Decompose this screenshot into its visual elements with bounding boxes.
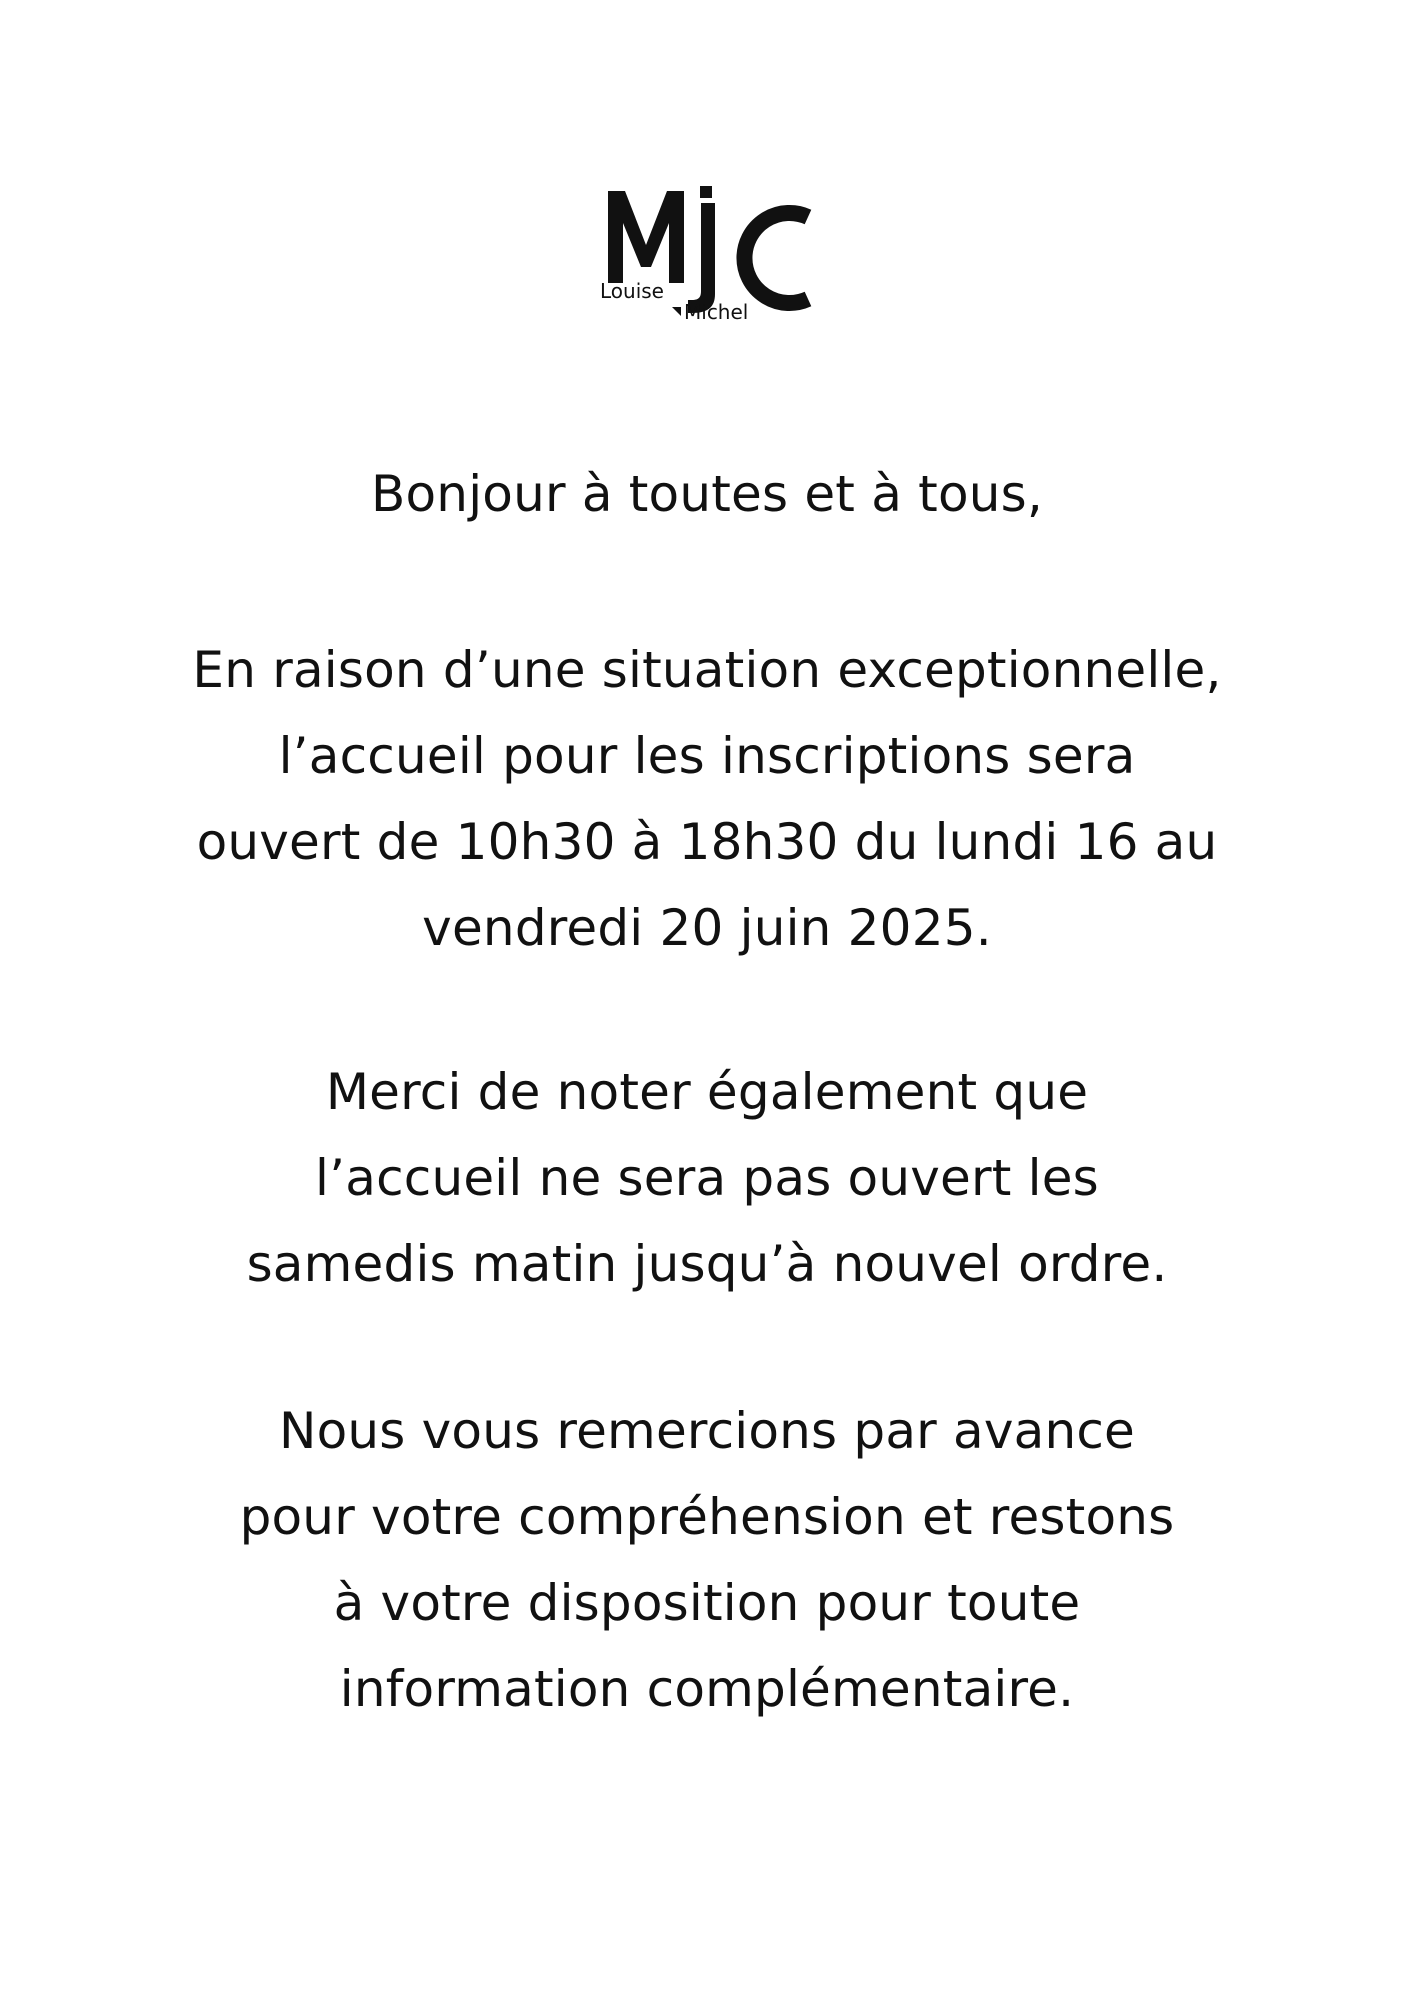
- thanks-line-4: information complémentaire.: [339, 1660, 1075, 1718]
- notice-line-2: l’accueil pour les inscriptions sera: [278, 727, 1136, 785]
- notice-line-4: vendredi 20 juin 2025.: [422, 899, 992, 957]
- saturday-closure-paragraph: [120, 1049, 1294, 1307]
- thanks-paragraph: [120, 1388, 1294, 1732]
- saturday-line-3: samedis matin jusqu’à nouvel ordre.: [246, 1235, 1168, 1293]
- greeting-paragraph: [120, 451, 1294, 537]
- notice-line-1: En raison d’une situation exceptionnelle,: [192, 641, 1222, 699]
- logo-michel-text: Michel: [684, 300, 749, 324]
- notice-line-3: ouvert de 10h30 à 18h30 du lundi 16 au: [196, 813, 1218, 871]
- thanks-line-2: pour votre compréhension et restons: [239, 1488, 1175, 1546]
- logo-mark: [600, 183, 820, 333]
- saturday-line-2: l’accueil ne sera pas ouvert les: [315, 1149, 1099, 1207]
- logo-louise-text: Louise: [600, 279, 664, 303]
- mjc-louise-michel-logo: [600, 183, 820, 333]
- opening-hours-paragraph: [120, 627, 1294, 971]
- thanks-line-1: Nous vous remercions par avance: [278, 1402, 1136, 1460]
- saturday-line-1: Merci de noter également que: [325, 1063, 1089, 1121]
- thanks-line-3: à votre disposition pour toute: [333, 1574, 1081, 1632]
- greeting-line: Bonjour à toutes et à tous,: [371, 465, 1043, 523]
